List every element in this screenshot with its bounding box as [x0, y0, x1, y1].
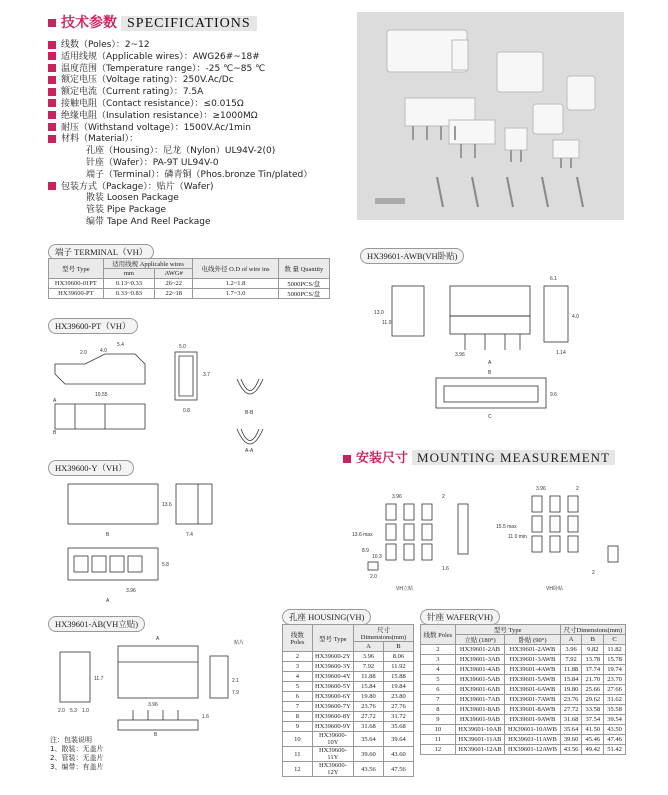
table-row [283, 702, 414, 712]
table-cell: 35.64 [560, 725, 582, 735]
table-cell: HX39600-6Y [312, 692, 353, 702]
table-cell: 12 [283, 762, 313, 777]
table-cell: 31.62 [604, 695, 626, 705]
table-cell: HX39601-6AWB [505, 685, 560, 695]
table-row [283, 652, 414, 662]
material-item: 孔座（Housing）：尼龙（Nylon）UL94V-2(0) [86, 146, 276, 157]
spec-item: 耐压（Withstand voltage）：1500V.Ac/1min [48, 123, 312, 135]
table-row [283, 712, 414, 722]
package-item: 散装 Loosen Package [86, 193, 179, 204]
table-cell: HX39601-5AB [455, 675, 505, 685]
table-cell: 21.70 [582, 675, 604, 685]
dim-label: 0.8 [183, 408, 190, 414]
awb-wafer-drawing [360, 266, 630, 426]
table-cell: HX39600-3Y [312, 662, 353, 672]
table-cell: 27.66 [604, 685, 626, 695]
spec-item: 线数（Poles）：2~12 [48, 40, 312, 52]
dim-label: 10.3 [372, 554, 382, 560]
dim-label: A [53, 398, 57, 404]
table-row [283, 662, 414, 672]
y-housing-drawing [48, 476, 228, 604]
table-row [421, 655, 626, 665]
table-cell: 9 [421, 715, 456, 725]
table-cell: 11.92 [383, 662, 413, 672]
table-cell: 2 [283, 652, 313, 662]
dim-label: 7.9 [232, 690, 239, 696]
dim-label: 11.7 [94, 676, 104, 682]
table-cell: 43.56 [560, 745, 582, 755]
specs-title: 技术参数 SPECIFICATIONS [48, 12, 257, 32]
table-row: HX39600-PT 0.33~0.83 22~18 1.7~3.0 5000PCS/盘 [49, 289, 330, 299]
table-cell: 3 [283, 662, 313, 672]
mount-label-vertical: VH立贴 [396, 586, 413, 592]
section-label-y: HX39600-Y（VH） [48, 460, 134, 476]
dim-label: 3.96 [126, 588, 136, 594]
table-cell: 23.76 [353, 702, 383, 712]
table-header: 数 量 Quantity [278, 259, 329, 279]
dim-label: 1.0 [82, 708, 89, 714]
mount-title: 安装尺寸 MOUNTING MEASUREMENT [343, 447, 615, 466]
dim-label: 3.96 [392, 494, 402, 500]
table-cell: HX39601-3AWB [505, 655, 560, 665]
table-row [283, 747, 414, 762]
table-cell: 47.46 [604, 735, 626, 745]
table-cell: 19.84 [383, 682, 413, 692]
table-cell: 27.72 [353, 712, 383, 722]
table-cell: HX39601-11AWB [505, 735, 560, 745]
table-cell: HX39601-9AWB [505, 715, 560, 725]
table-cell: 49.42 [582, 745, 604, 755]
table-cell: 5 [283, 682, 313, 692]
table-cell: 31.72 [383, 712, 413, 722]
dim-label: 贴片 [234, 640, 245, 646]
table-cell: 19.80 [560, 685, 582, 695]
table-cell: 11 [421, 735, 456, 745]
table-row [421, 735, 626, 745]
mounting-drawing [346, 474, 626, 604]
table-cell: 12 [421, 745, 456, 755]
table-cell: HX39600-7Y [312, 702, 353, 712]
section-label-awb: HX39601-AWB(VH卧贴) [360, 248, 464, 264]
pt-terminal-drawing [45, 334, 315, 456]
spec-item: 接触电阻（Contact resistance）：≤0.015Ω [48, 99, 312, 111]
table-header: 电线外径 O.D of wire ins [193, 259, 278, 279]
table-header: 适用线规 Applicable wires [103, 259, 193, 269]
table-cell: 31.68 [353, 722, 383, 732]
terminal-table: 型号 Type 适用线规 Applicable wires 电线外径 O.D of wire ins 数 量 Quantity mm AWG# HX39600-01PT 0.13~0.33 26~22 1.2~1.8 5000PCS/盘 HX39600-PT 0.33~0.83 22~18 1.7~3.0 5000PCS/盘 [48, 258, 330, 299]
table-cell: 35.64 [353, 732, 383, 747]
table-cell: 9 [283, 722, 313, 732]
table-cell: 45.46 [582, 735, 604, 745]
dim-label: 13.6 [162, 502, 172, 508]
table-cell: 4 [283, 672, 313, 682]
table-row [421, 685, 626, 695]
mount-label-horizontal: VH卧贴 [546, 586, 563, 592]
wafer-table: 线数 Poles 型号 Type 尺寸Dimensions(mm) 立贴 (180°) 卧贴 (90°) A B C 2 HX39601-2AB HX39601-2AWB 3.96 9.82 11.82 3 HX39601-3AB HX39601-3AWB 7.92 13.78 15.78 4 HX39601-4AB HX39601-4AWB 11.88 17.74 19.74 5 HX39601-5AB HX39601-5AWB 15.84 21.70 23.70 6 HX39601-6AB HX39601-6AWB 19.80 25.66 27.66 7 HX39601-7AB HX39601-7AWB 23.76 29.62 31.62 8 HX39601-8AB HX39601-8AWB 27.72 33.58 35.58 9 HX39601-9AB HX39601-9AWB 31.68 37.54 39.54 10 HX39601-10AB HX39601-10AWB 35.64 41.50 43.50 11 HX39601-11AB HX39601-11AWB 39.60 45.46 47.46 12 HX39601-12AB HX39601-12AWB 43.56 49.42 51.42 [420, 624, 626, 755]
table-cell: 43.60 [383, 747, 413, 762]
table-cell: 23.70 [604, 675, 626, 685]
table-cell: HX39600-2Y [312, 652, 353, 662]
table-row [421, 695, 626, 705]
specs-list [48, 40, 312, 229]
table-cell: HX39601-2AWB [505, 645, 560, 655]
dim-label: 5.4 [117, 342, 124, 348]
dim-label: 5.3 [70, 708, 77, 714]
table-cell: HX39601-5AWB [505, 675, 560, 685]
table-cell: 11.88 [353, 672, 383, 682]
table-cell: 27.72 [560, 705, 582, 715]
table-row [421, 665, 626, 675]
dim-label: 5.0 [179, 344, 186, 350]
dim-label: 2 [576, 486, 579, 492]
dim-label: 3.96 [148, 702, 158, 708]
table-cell: 9.82 [582, 645, 604, 655]
dim-label: 11.0 [382, 320, 392, 326]
table-cell: 8.06 [383, 652, 413, 662]
dim-label: A [488, 360, 492, 366]
dim-label: 2.0 [80, 350, 87, 356]
dim-label: 8.9 [362, 548, 369, 554]
table-cell: 8 [421, 705, 456, 715]
table-cell: 5 [421, 675, 456, 685]
dim-label: 4.0 [572, 314, 579, 320]
table-cell: HX39601-3AB [455, 655, 505, 665]
table-cell: 35.58 [604, 705, 626, 715]
table-cell: 15.88 [383, 672, 413, 682]
spec-item: 适用线规（Applicable wires）：AWG26#~18# [48, 52, 312, 64]
housing-table: 线数 Poles 型号 Type 尺寸Dimensions(mm) A B 2 HX39600-2Y 3.96 8.06 3 HX39600-3Y 7.92 11.92 4 HX39600-4Y 11.88 15.88 5 HX39600-5Y 15.84 19.84 6 HX39600-6Y 19.80 23.80 7 HX39600-7Y 23.76 27.76 8 HX39600-8Y 27.72 31.72 9 HX39600-9Y 31.68 35.68 10 HX39600-10Y 35.64 39.64 11 HX39600-11Y 39.60 43.60 12 HX39600-12Y 43.56 47.56 [282, 624, 414, 777]
table-cell: 11.82 [604, 645, 626, 655]
package-item: 编带 Tape And Reel Package [86, 216, 211, 227]
table-cell: 7.92 [560, 655, 582, 665]
table-cell: 47.56 [383, 762, 413, 777]
section-label-pt: HX39600-PT（VH） [48, 318, 138, 334]
table-cell: 41.50 [582, 725, 604, 735]
section-label-housing: 孔座 HOUSING(VH) [282, 609, 371, 625]
spec-item: 温度范围（Temperature range）：-25 ℃~85 ℃ [48, 64, 312, 76]
spec-item: 包装方式（Package）：贴片（Wafer) [48, 182, 312, 194]
section-label-terminal: 端子 TERMINAL（VH） [48, 244, 154, 260]
table-row [283, 692, 414, 702]
table-cell: 15.84 [353, 682, 383, 692]
spec-item: 绝缘电阻（Insulation resistance）：≥1000MΩ [48, 111, 312, 123]
table-cell: 7 [283, 702, 313, 712]
material-item: 针座（Wafer）：PA-9T UL94V-0 [86, 157, 219, 168]
table-cell: 2 [421, 645, 456, 655]
table-row [421, 745, 626, 755]
spec-item: 额定电压（Voltage rating）：250V.Ac/Dc [48, 75, 312, 87]
product-photo [357, 12, 624, 220]
dim-label: 15.5 max [496, 524, 517, 530]
dim-label: B [106, 532, 110, 538]
ab-wafer-drawing [48, 632, 258, 736]
table-cell: 51.42 [604, 745, 626, 755]
table-cell: HX39601-12AWB [505, 745, 560, 755]
dim-label: B [53, 430, 57, 436]
package-item: 管装 Pipe Package [86, 205, 167, 216]
table-row [421, 715, 626, 725]
table-cell: 23.80 [383, 692, 413, 702]
table-cell: 39.54 [604, 715, 626, 725]
table-cell: 11.88 [560, 665, 582, 675]
table-cell: 3 [421, 655, 456, 665]
table-cell: 7.92 [353, 662, 383, 672]
table-row [421, 705, 626, 715]
dim-label: 11.0 min [508, 534, 527, 540]
table-cell: 35.68 [383, 722, 413, 732]
table-cell: HX39601-10AB [455, 725, 505, 735]
table-cell: HX39601-7AWB [505, 695, 560, 705]
table-row [421, 645, 626, 655]
table-row [283, 672, 414, 682]
table-cell: HX39601-4AWB [505, 665, 560, 675]
table-cell: HX39601-12AB [455, 745, 505, 755]
table-cell: 19.74 [604, 665, 626, 675]
dim-label: 2.0 [58, 708, 65, 714]
dim-label: 3.96 [536, 486, 546, 492]
section-label-wafer: 针座 WAFER(VH) [420, 609, 500, 625]
table-cell: 39.60 [353, 747, 383, 762]
table-row [421, 675, 626, 685]
table-cell: 10 [283, 732, 313, 747]
dim-label: C [488, 414, 492, 420]
bullet-square-icon [48, 19, 56, 27]
table-cell: 10 [421, 725, 456, 735]
table-cell: HX39600-5Y [312, 682, 353, 692]
table-cell: 6 [421, 685, 456, 695]
table-cell: 15.78 [604, 655, 626, 665]
spec-item: 材料（Material）： [48, 134, 312, 146]
table-cell: 25.66 [582, 685, 604, 695]
table-cell: 6 [283, 692, 313, 702]
table-row [283, 682, 414, 692]
dim-label: A [106, 598, 110, 604]
dim-label: A-A [245, 448, 254, 454]
table-cell: 3.96 [560, 645, 582, 655]
table-cell: 27.76 [383, 702, 413, 712]
table-cell: 7 [421, 695, 456, 705]
dim-label: 4.0 [100, 348, 107, 354]
package-note: 注：包装说明 1、散装：无盖片 2、管装：无盖片 3、编带：有盖片 [50, 736, 104, 771]
dim-label: 10.55 [95, 392, 108, 398]
table-cell: 43.50 [604, 725, 626, 735]
dim-label: 2 [592, 570, 595, 576]
dim-label: B-B [245, 410, 254, 416]
table-cell: HX39601-2AB [455, 645, 505, 655]
table-cell: 19.80 [353, 692, 383, 702]
table-row [283, 722, 414, 732]
dim-label: 13.0 [374, 310, 384, 316]
table-cell: 13.78 [582, 655, 604, 665]
dim-label: 2.0 [370, 574, 377, 580]
table-row [283, 762, 414, 777]
table-cell: HX39600-12Y [312, 762, 353, 777]
dim-label: B [488, 370, 492, 376]
table-cell: HX39601-8AB [455, 705, 505, 715]
table-row: HX39600-01PT 0.13~0.33 26~22 1.2~1.8 5000PCS/盘 [49, 279, 330, 289]
dim-label: B [154, 732, 158, 736]
table-row [283, 732, 414, 747]
table-cell: 39.60 [560, 735, 582, 745]
table-cell: HX39600-11Y [312, 747, 353, 762]
table-cell: HX39601-4AB [455, 665, 505, 675]
dim-label: 5.8 [162, 562, 169, 568]
table-header: 型号 Type [49, 259, 104, 279]
dim-label: 2.1 [232, 678, 239, 684]
section-label-ab: HX39601-AB(VH立贴) [48, 616, 145, 632]
dim-label: 1.14 [556, 350, 566, 356]
dim-label: A [156, 636, 160, 642]
table-cell: HX39600-10Y [312, 732, 353, 747]
table-cell: HX39601-9AB [455, 715, 505, 725]
dim-label: 9.6 [550, 392, 557, 398]
table-cell: 15.84 [560, 675, 582, 685]
table-cell: 39.64 [383, 732, 413, 747]
dim-label: 3.7 [203, 372, 210, 378]
dim-label: 1.6 [202, 714, 209, 720]
table-cell: HX39601-8AWB [505, 705, 560, 715]
table-cell: HX39601-6AB [455, 685, 505, 695]
table-cell: HX39601-11AB [455, 735, 505, 745]
product-photo-illustration [357, 12, 624, 220]
dim-label: 6.1 [550, 276, 557, 282]
table-cell: 33.58 [582, 705, 604, 715]
table-cell: HX39600-4Y [312, 672, 353, 682]
table-cell: 31.68 [560, 715, 582, 725]
table-cell: 37.54 [582, 715, 604, 725]
table-cell: 29.62 [582, 695, 604, 705]
table-cell: HX39601-10AWB [505, 725, 560, 735]
dim-label: 7.4 [186, 532, 193, 538]
table-cell: 4 [421, 665, 456, 675]
table-cell: 23.76 [560, 695, 582, 705]
table-cell: HX39600-9Y [312, 722, 353, 732]
table-cell: HX39600-8Y [312, 712, 353, 722]
table-cell: 8 [283, 712, 313, 722]
table-row [421, 725, 626, 735]
dim-label: 1.6 [442, 566, 449, 572]
table-cell: 3.96 [353, 652, 383, 662]
dim-label: 2 [442, 494, 445, 500]
dim-label: 13.6 max [352, 532, 373, 538]
dim-label: 3.96 [455, 352, 465, 358]
table-cell: 11 [283, 747, 313, 762]
material-item: 端子（Terminal）：磷青铜（Phos.bronze Tin/plated） [86, 169, 313, 180]
spec-item: 额定电流（Current rating）：7.5A [48, 87, 312, 99]
table-cell: 17.74 [582, 665, 604, 675]
table-cell: 43.56 [353, 762, 383, 777]
bullet-square-icon [343, 455, 351, 463]
table-cell: HX39601-7AB [455, 695, 505, 705]
